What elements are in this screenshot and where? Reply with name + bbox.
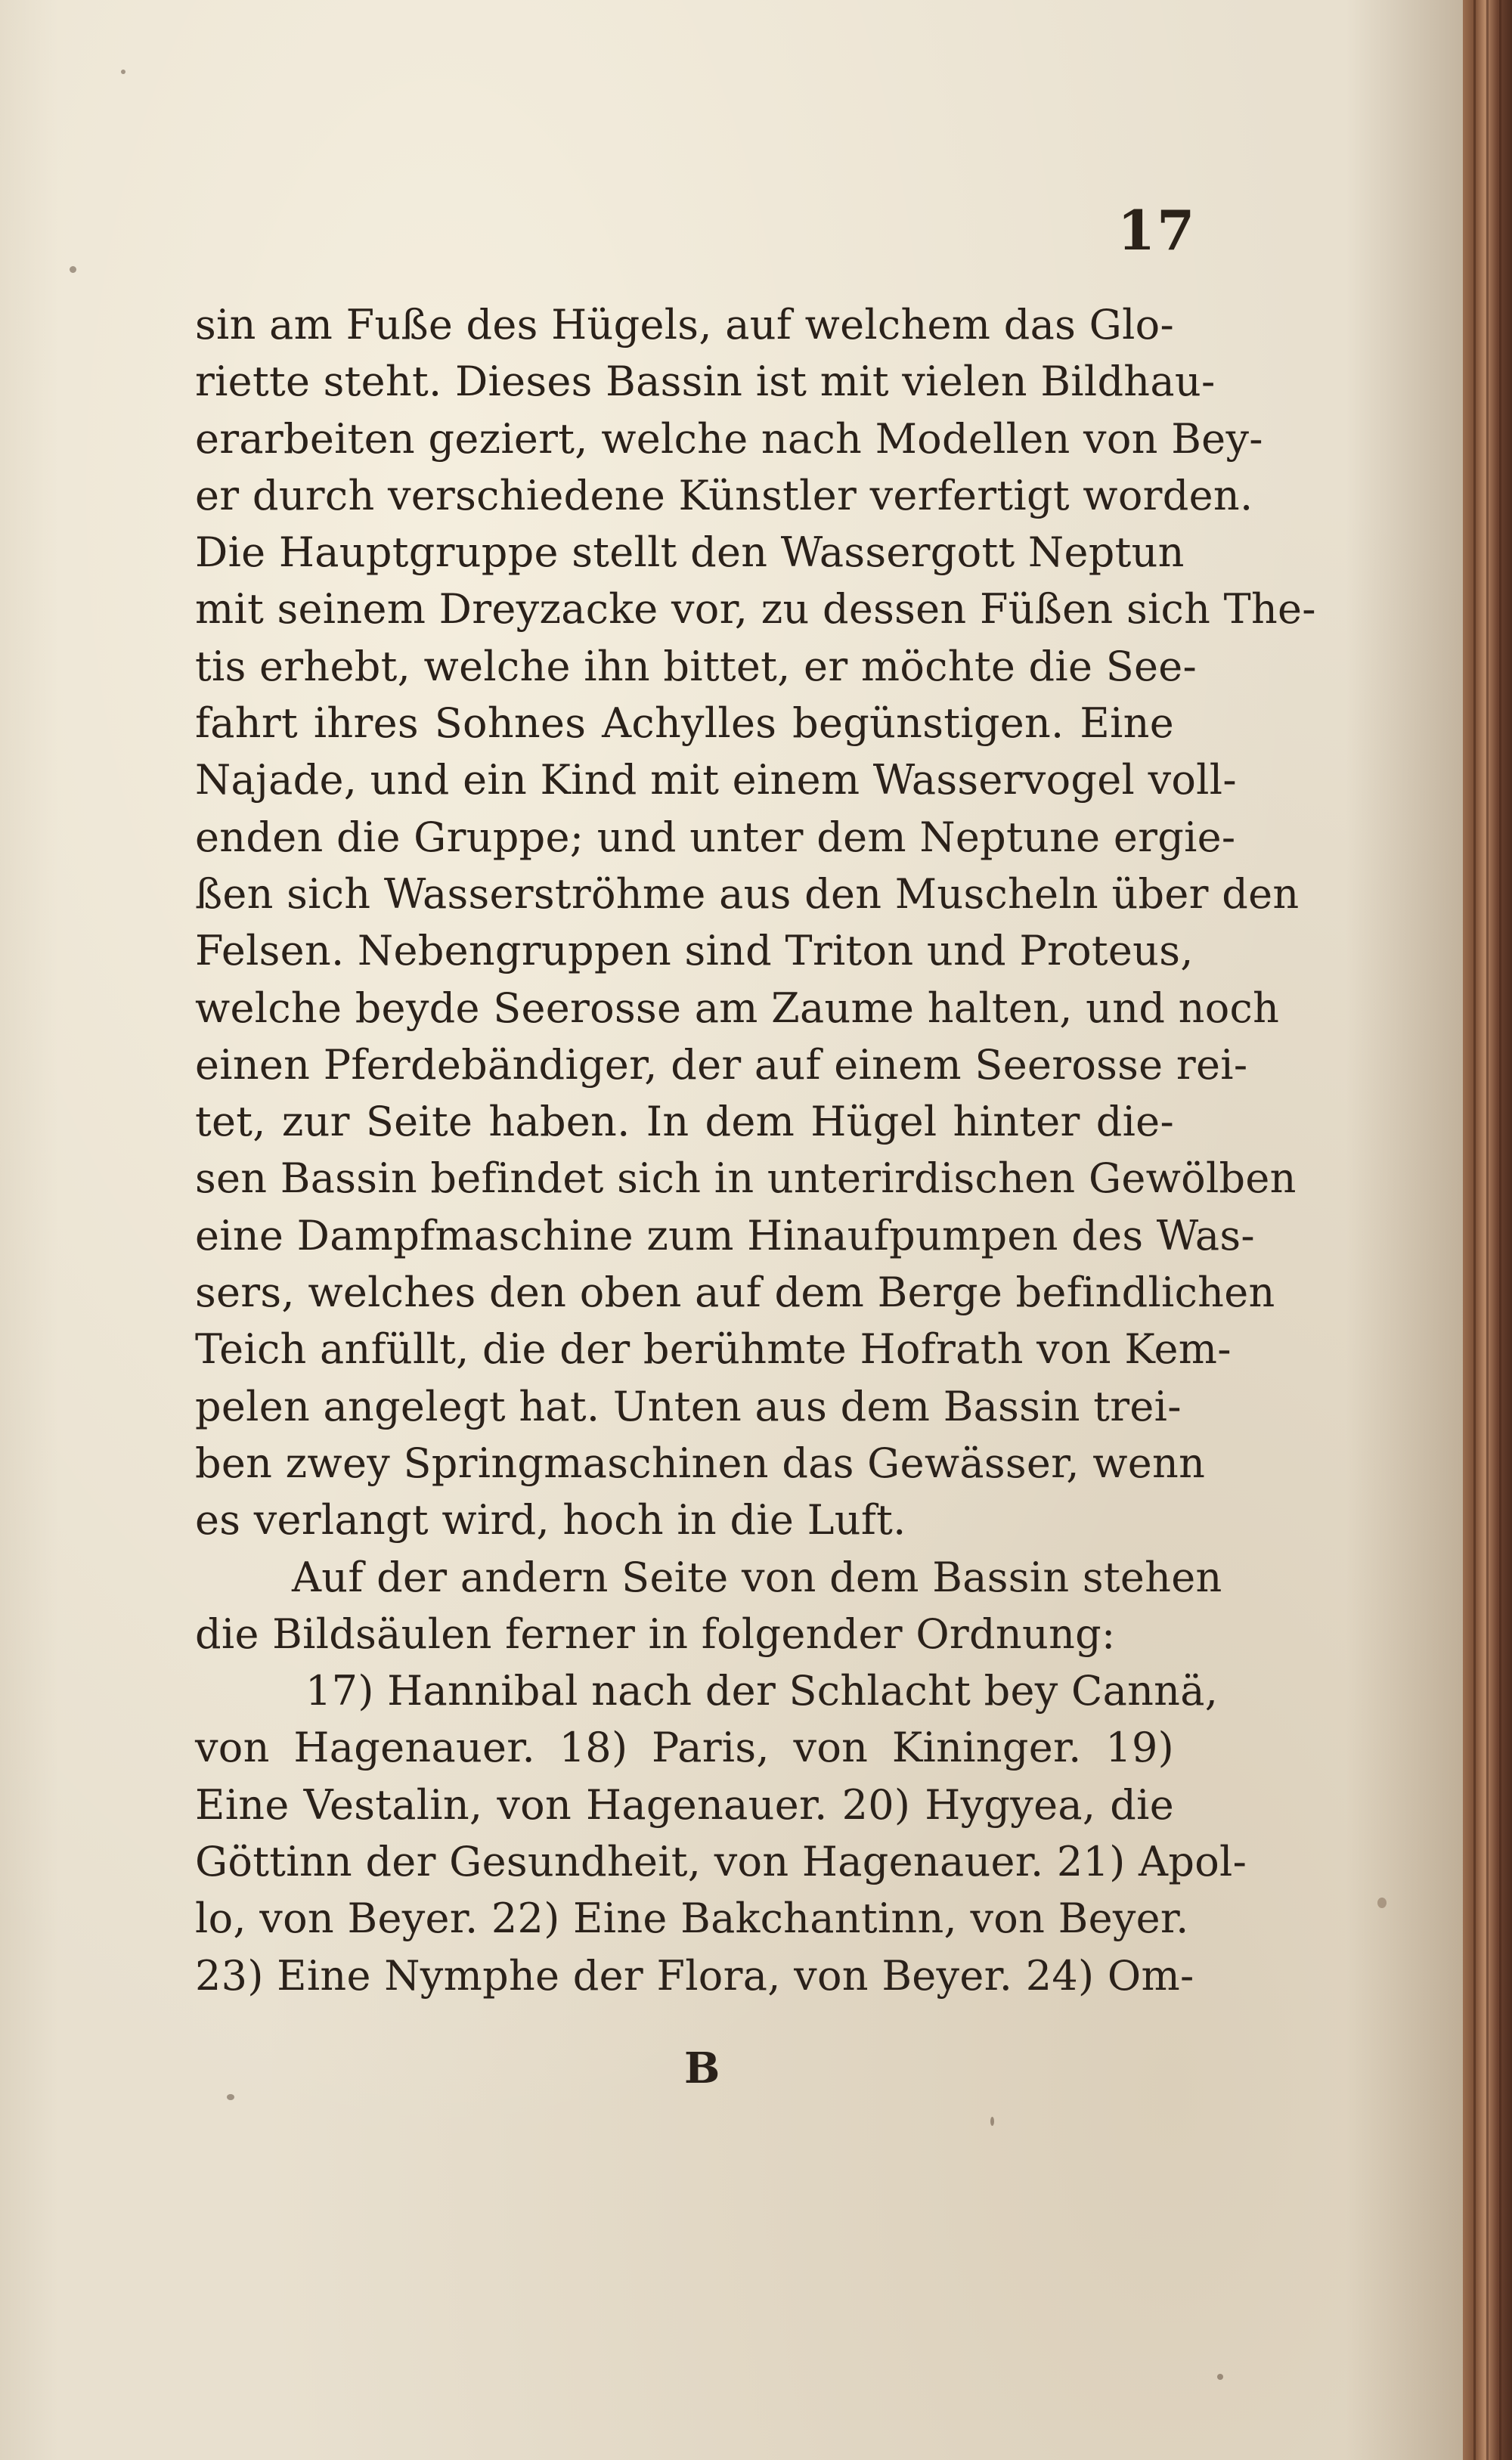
- list-line: lo, von Beyer. 22) Eine Bakchantinn, von Beyer.: [195, 1895, 1189, 1943]
- text-line: er durch verschiedene Künstler verfertigt worden.: [195, 471, 1253, 519]
- text-line: sers, welches den oben auf dem Berge befindlichen: [195, 1269, 1275, 1317]
- list-line: von Hagenauer. 18) Paris, von Kininger. 19): [195, 1724, 1174, 1772]
- list-line: Eine Vestalin, von Hagenauer. 20) Hygyea, die: [195, 1780, 1174, 1829]
- text-line: sen Bassin befindet sich in unterirdischen Gewölben: [195, 1154, 1297, 1203]
- text-line: eine Dampfmaschine zum Hinaufpumpen des Was-: [195, 1211, 1255, 1259]
- list-line: 17) Hannibal nach der Schlacht bey Cannä,: [305, 1667, 1219, 1715]
- paper-speck: [227, 2094, 234, 2100]
- list-line: Göttinn der Gesundheit, von Hagenauer. 21) Apol-: [195, 1838, 1247, 1886]
- text-line: pelen angelegt hat. Unten aus dem Bassin trei-: [195, 1382, 1182, 1430]
- text-line: tet, zur Seite haben. In dem Hügel hinter die-: [195, 1098, 1174, 1146]
- page-edge-line: [1486, 0, 1489, 2460]
- text-line: enden die Gruppe; und unter dem Neptune ergie-: [195, 813, 1236, 861]
- text-line: sin am Fuße des Hügels, auf welchem das Glo-: [195, 301, 1174, 349]
- text-line: tis erhebt, welche ihn bittet, er möchte die See-: [195, 642, 1198, 690]
- paragraph-line: die Bildsäulen ferner in folgender Ordnung:: [195, 1610, 1116, 1658]
- paper-speck: [1377, 1898, 1387, 1908]
- text-line: einen Pferdebändiger, der auf einem Seerosse rei-: [195, 1040, 1248, 1089]
- page-number: 17: [1117, 198, 1197, 262]
- paper-speck: [990, 2117, 994, 2126]
- text-line: Teich anfüllt, die der berühmte Hofrath von Kem-: [195, 1325, 1232, 1374]
- text-line: Najade, und ein Kind mit einem Wasservogel voll-: [195, 756, 1237, 804]
- paper-speck: [121, 70, 125, 74]
- page-edge-line: [1499, 0, 1501, 2460]
- text-line: mit seinem Dreyzacke vor, zu dessen Füßen sich The-: [195, 585, 1316, 634]
- paper-speck: [1217, 2374, 1223, 2380]
- text-line: welche beyde Seerosse am Zaume halten, und noch: [195, 984, 1280, 1032]
- signature-mark: B: [684, 2043, 720, 2093]
- text-line: es verlangt wird, hoch in die Luft.: [195, 1496, 906, 1544]
- paragraph-line: Auf der andern Seite von dem Bassin stehen: [292, 1553, 1222, 1601]
- text-line: Die Hauptgruppe stellt den Wassergott Neptun: [195, 528, 1185, 577]
- list-line: 23) Eine Nymphe der Flora, von Beyer. 24) Om-: [195, 1951, 1194, 2000]
- text-line: ben zwey Springmaschinen das Gewässer, wenn: [195, 1439, 1206, 1487]
- page-edge: [1463, 0, 1512, 2460]
- page-edge-line: [1473, 0, 1476, 2460]
- paper-speck: [70, 266, 76, 273]
- text-line: ßen sich Wasserströhme aus den Muscheln über den: [195, 869, 1300, 918]
- text-line: fahrt ihres Sohnes Achylles begünstigen. Eine: [195, 699, 1174, 748]
- text-line: erarbeiten geziert, welche nach Modellen von Bey-: [195, 414, 1263, 463]
- text-line: Felsen. Nebengruppen sind Triton und Proteus,: [195, 927, 1194, 975]
- text-line: riette steht. Dieses Bassin ist mit vielen Bildhau-: [195, 358, 1216, 406]
- body-text: [195, 296, 1316, 2004]
